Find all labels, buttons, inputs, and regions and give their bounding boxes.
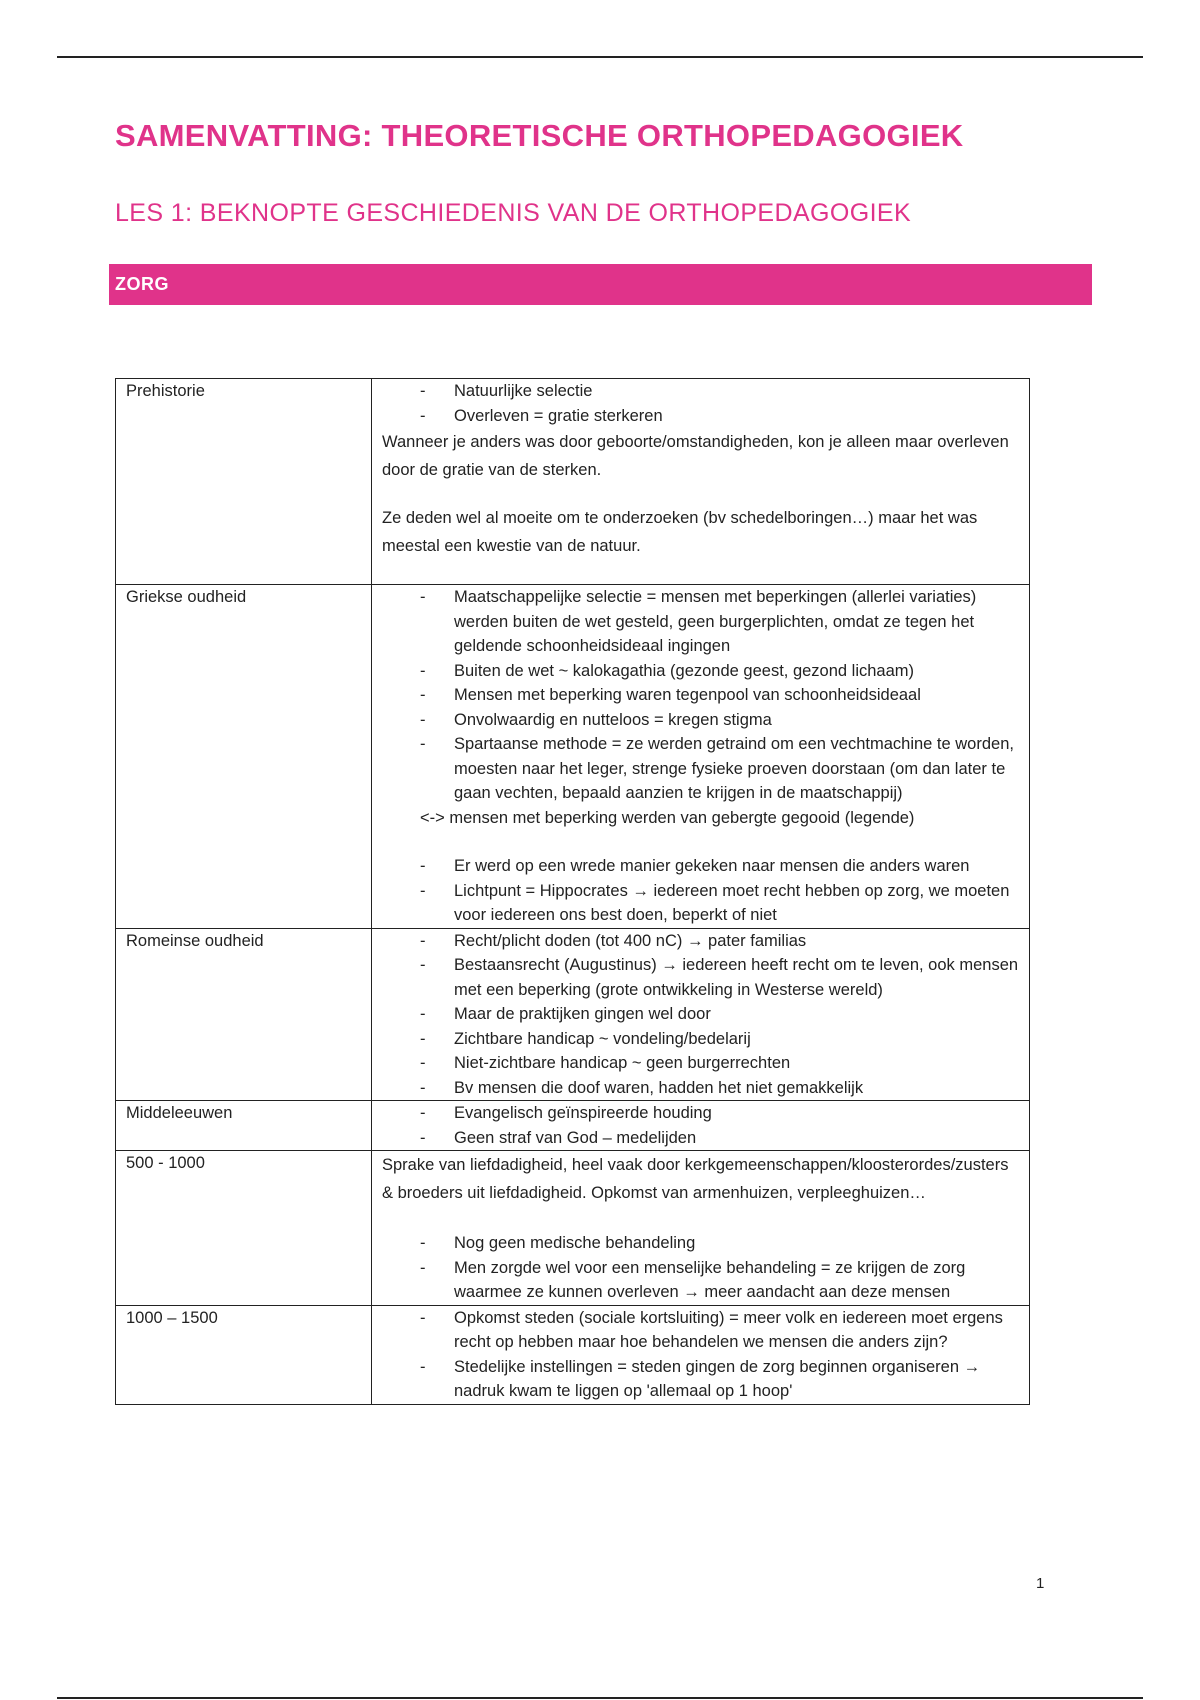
paragraph: Ze deden wel al moeite om te onderzoeken (bv schedelboringen…) maar het was meestal een kwestie van de natuur. — [382, 509, 978, 555]
bullet-list — [382, 1306, 1019, 1404]
footer-rule — [57, 1697, 1143, 1699]
list-item: - Onvolwaardig en nutteloos = kregen stigma — [382, 708, 1019, 733]
list-item: - Bv mensen die doof waren, hadden het niet gemakkelijk — [382, 1076, 1019, 1101]
table-row — [116, 379, 1030, 585]
table-row — [116, 585, 1030, 929]
list-item: - Nog geen medische behandeling — [382, 1231, 1019, 1256]
spacer — [382, 830, 1019, 854]
history-table — [115, 378, 1030, 1405]
spacer — [382, 1207, 1019, 1231]
page-number: 1 — [1036, 1575, 1045, 1592]
list-item: - Spartaanse methode = ze werden getraind om een vechtmachine te worden, moesten naar het leger, strenge fysieke proeven doorstaan (om dan later te gaan vechten, bepaald aanzien te krijgen in de maatschappij) — [382, 732, 1019, 806]
list-item: - Maatschappelijke selectie = mensen met beperkingen (allerlei variaties) werden buiten de wet gesteld, geen burgerplichten, omdat ze tegen het geldende schoonheidsideaal ingingen — [382, 585, 1019, 659]
description-cell — [372, 928, 1030, 1101]
table-row — [116, 1101, 1030, 1151]
list-item: - Stedelijke instellingen = steden gingen de zorg beginnen organiseren → nadruk kwam te liggen op 'allemaal op 1 hoop' — [382, 1355, 1019, 1404]
paragraph: Wanneer je anders was door geboorte/omstandigheden, kon je alleen maar overleven door de gratie van de sterken. — [382, 433, 1009, 479]
header-rule — [57, 56, 1143, 58]
period-cell: Prehistorie — [116, 379, 372, 585]
description-cell — [372, 1305, 1030, 1404]
period-cell: 1000 – 1500 — [116, 1305, 372, 1404]
bullet-list — [382, 1101, 1019, 1150]
list-item: - Natuurlijke selectie — [382, 379, 1019, 404]
table-row — [116, 1151, 1030, 1306]
list-item: - Overleven = gratie sterkeren — [382, 404, 1019, 429]
list-item: - Geen straf van God – medelijden — [382, 1126, 1019, 1151]
list-item: - Zichtbare handicap ~ vondeling/bedelarij — [382, 1027, 1019, 1052]
bullet-list — [382, 1231, 1019, 1305]
table-row — [116, 928, 1030, 1101]
list-item: - Recht/plicht doden (tot 400 nC) → pater familias — [382, 929, 1019, 954]
contrast-line: <-> mensen met beperking werden van gebergte gegooid (legende) — [420, 808, 915, 827]
period-cell: Middeleeuwen — [116, 1101, 372, 1151]
bullet-list — [382, 854, 1019, 928]
list-item: - Niet-zichtbare handicap ~ geen burgerrechten — [382, 1051, 1019, 1076]
list-item: - Men zorgde wel voor een menselijke behandeling = ze krijgen de zorg waarmee ze kunnen overleven → meer aandacht aan deze mensen — [382, 1256, 1019, 1305]
bullet-list — [382, 379, 1019, 428]
description-cell — [372, 1101, 1030, 1151]
period-cell: 500 - 1000 — [116, 1151, 372, 1306]
table-row — [116, 1305, 1030, 1404]
bullet-list — [382, 929, 1019, 1101]
list-item: - Er werd op een wrede manier gekeken naar mensen die anders waren — [382, 854, 1019, 879]
description-cell — [372, 1151, 1030, 1306]
document-title: SAMENVATTING: THEORETISCHE ORTHOPEDAGOGIEK — [115, 118, 964, 153]
list-item: - Evangelisch geïnspireerde houding — [382, 1101, 1019, 1126]
paragraph: Sprake van liefdadigheid, heel vaak door kerkgemeenschappen/kloosterordes/zusters & broeders uit liefdadigheid. Opkomst van armenhuizen, verpleeghuizen… — [382, 1156, 1009, 1202]
description-cell — [372, 379, 1030, 585]
list-item: - Lichtpunt = Hippocrates → iedereen moet recht hebben op zorg, we moeten voor iedereen ons best doen, beperkt of niet — [382, 879, 1019, 928]
list-item: - Buiten de wet ~ kalokagathia (gezonde geest, gezond lichaam) — [382, 659, 1019, 684]
lesson-heading: LES 1: BEKNOPTE GESCHIEDENIS VAN DE ORTHOPEDAGOGIEK — [115, 199, 912, 227]
list-item: - Opkomst steden (sociale kortsluiting) = meer volk en iedereen moet ergens recht op hebben maar hoe behandelen we mensen die anders zijn? — [382, 1306, 1019, 1355]
list-item: - Mensen met beperking waren tegenpool van schoonheidsideaal — [382, 683, 1019, 708]
period-cell: Romeinse oudheid — [116, 928, 372, 1101]
period-cell: Griekse oudheid — [116, 585, 372, 929]
description-cell — [372, 585, 1030, 929]
bullet-list — [382, 585, 1019, 806]
section-label: ZORG — [115, 274, 169, 294]
list-item: - Maar de praktijken gingen wel door — [382, 1002, 1019, 1027]
list-item: - Bestaansrecht (Augustinus) → iedereen heeft recht om te leven, ook mensen met een beperking (grote ontwikkeling in Westerse wereld) — [382, 953, 1019, 1002]
section-band — [109, 264, 1092, 305]
